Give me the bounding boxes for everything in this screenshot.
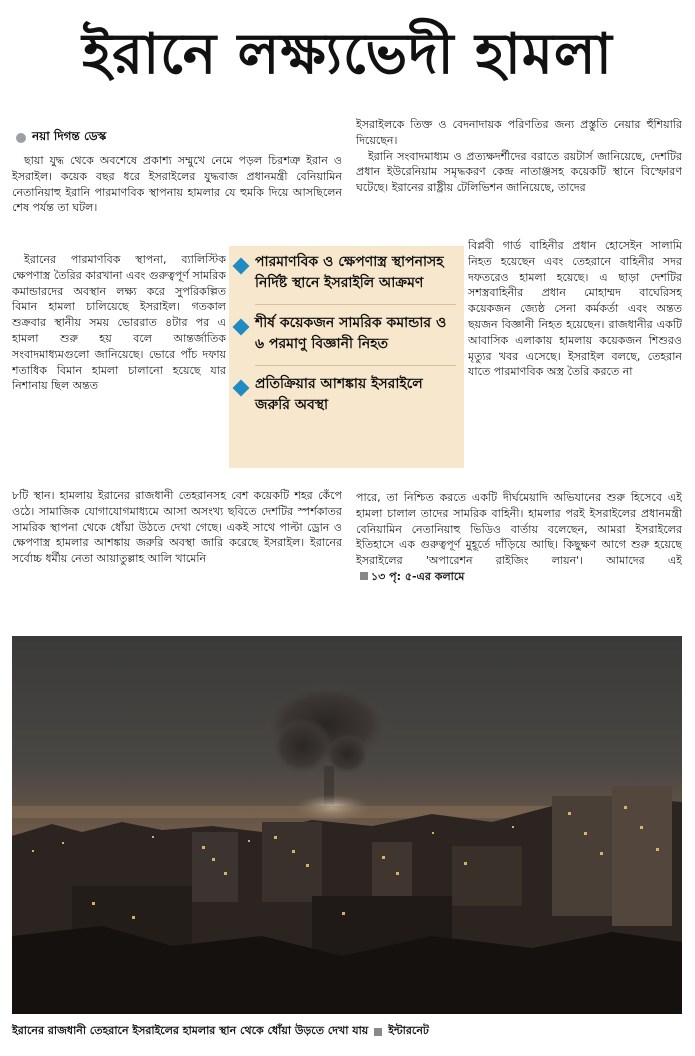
highlight-item: পারমাণবিক ও ক্ষেপণাস্ত্র স্থাপনাসহ নির্দিষ্ট স্থানে ইসরাইলি আক্রমণ — [235, 252, 456, 294]
column2-top-paragraphs: ইসরাইলকে তিক্ত ও বেদনাদায়ক পরিণতির জন্য প্রস্তুতি নেয়ার হুঁশিয়ারি দিয়েছেন। ইরানি সংবাদমাধ্যম ও প্রত্যক্ষদর্শীদের বরাতে রয়টার্স জানিয়েছে, দেশটির প্রধান ইউরেনিয়াম সমৃদ্ধকরণ কেন্দ্র নাতাঞ্জসহ কয়েকটি স্থানে বিস্ফোরণ ঘটেছে। ইরানের রাষ্ট্রীয় টেলিভিশন জানিয়েছে, তাদের — [356, 118, 682, 195]
highlight-item: শীর্ষ কয়েকজন সামরিক কমান্ডার ও ৬ পরমাণু বিজ্ঞানী নিহত — [235, 313, 456, 355]
column2-mid-paragraph: বিপ্লবী গার্ড বাহিনীর প্রধান হোসেইন সালামি নিহত হয়েছেন এবং তেহরানে বাহিনীর সদর দফতরেও হামলা হয়েছে। এ ছাড়া দেশটির সশস্ত্রবাহিনীর প্রধান মোহাম্মদ বাঘেরিসহ কয়েকজন জ্যেষ্ঠ সেনা কর্মকর্তা এবং অন্তত ছয়জন বিজ্ঞানী নিহত হয়েছেন। রাজধানীর একটি আবাসিক এলাকায় হামলায় কয়েকজন শিশুরও মৃত্যুর খবর এসেছে। ইসরাইল বলছে, তেহরান যাতে পারমাণবিক অস্ত্র তৈরি করতে না — [468, 239, 682, 379]
highlight-box — [229, 246, 464, 468]
highlight-item: প্রতিক্রিয়ার আশঙ্কায় ইসরাইলে জরুরি অবস্থা — [235, 374, 456, 416]
divider — [255, 304, 456, 305]
diamond-bullet-icon — [233, 380, 250, 397]
square-bullet-icon — [360, 572, 368, 580]
photo-credit: ইন্টারনেট — [388, 1024, 429, 1037]
byline-text: নয়া দিগন্ত ডেস্ক — [32, 129, 107, 143]
diamond-bullet-icon — [233, 258, 250, 275]
column1-mid-paragraph: ইরানের পারমাণবিক স্থাপনা, ব্যালিস্টিক ক্ষেপণাস্ত্র তৈরির কারখানা এবং গুরুত্বপূর্ণ সামরিক কমান্ডারদের অবস্থান লক্ষ্য করে সুপরিকল্পিত বিমান হামলা চালিয়েছে ইসরাইল। গতকাল শুক্রবার স্থানীয় সময় ভোররাত ৪টার পর এ হামলা শুরু হয় বলে আন্তর্জাতিক সংবাদমাধ্যমগুলো জানিয়েছে। ভোরে পাঁচ দফায় শতাধিক বিমান হামলা চালানো হয়েছে যার নিশানায় ছিল অন্তত — [12, 253, 226, 393]
bullet-dot-icon — [16, 133, 26, 143]
column1-bottom-paragraph: ৮টি স্থান। হামলায় ইরানের রাজধানী তেহরানসহ বেশ কয়েকটি শহর কেঁপে ওঠে। সামাজিক যোগাযোগমাধ্যমে আসা অসংখ্য ছবিতে দেশটির স্পর্শকাতর সামরিক স্থাপনা থেকে ধোঁয়া উঠতে দেখা গেছে। একই সাথে পাল্টা ড্রোন ও ক্ষেপণাস্ত্র হামলার আশঙ্কায় জরুরি অবস্থা জারি করেছে ইসরাইল। ইরানের সর্বোচ্চ ধর্মীয় নেতা আয়াতুল্লাহ আলি খামেনি — [12, 489, 342, 566]
headline: ইরানে লক্ষ্যভেদী হামলা — [82, 21, 613, 87]
tehran-night-skyline-image — [12, 636, 682, 1014]
byline — [16, 128, 106, 148]
news-photo — [12, 636, 682, 1014]
column1-top-paragraph: ছায়া যুদ্ধ থেকে অবশেষে প্রকাশ্য সম্মুখে নেমে পড়ল চিরশত্রু ইরান ও ইসরাইল। কয়েক বছর ধরে ইসরাইলের যুদ্ধবাজ প্রধানমন্ত্রী বেনিয়ামিন নেতানিয়াহু ইরানি পারমাণবিক স্থাপনায় হামলার যে হুমকি দিয়ে আসছিলেন শেষ পর্যন্ত তা ঘটল। — [12, 154, 342, 215]
square-bullet-icon — [374, 1028, 382, 1036]
column2-bottom-paragraph: পারে, তা নিশ্চিত করতে একটি দীর্ঘমেয়াদি অভিযানের শুরু হিসেবে এই হামলা চালাল তাদের সামরিক বাহিনী। হামলার পরই ইসরাইলের প্রধানমন্ত্রী বেনিয়ামিন নেতানিয়াহু ভিডিও বার্তায় বলেছেন, আমরা ইসরাইলের ইতিহাসে এক গুরুত্বপূর্ণ মুহূর্তে দাঁড়িয়ে আছি। কিছুক্ষণ আগে শুরু হয়েছে ইসরাইলের 'অপারেশন রাইজিং লায়ন'। আমাদের এই১৩ পৃ: ৫-এর কলামে — [356, 491, 682, 583]
photo-caption — [12, 1022, 682, 1041]
caption-text: ইরানের রাজধানী তেহরানে ইসরাইলের হামলার স্থান থেকে ধোঁয়া উড়তে দেখা যায় — [12, 1024, 369, 1037]
divider — [255, 365, 456, 366]
continued-note: ১৩ পৃ: ৫-এর কলামে — [356, 570, 464, 583]
diamond-bullet-icon — [233, 319, 250, 336]
